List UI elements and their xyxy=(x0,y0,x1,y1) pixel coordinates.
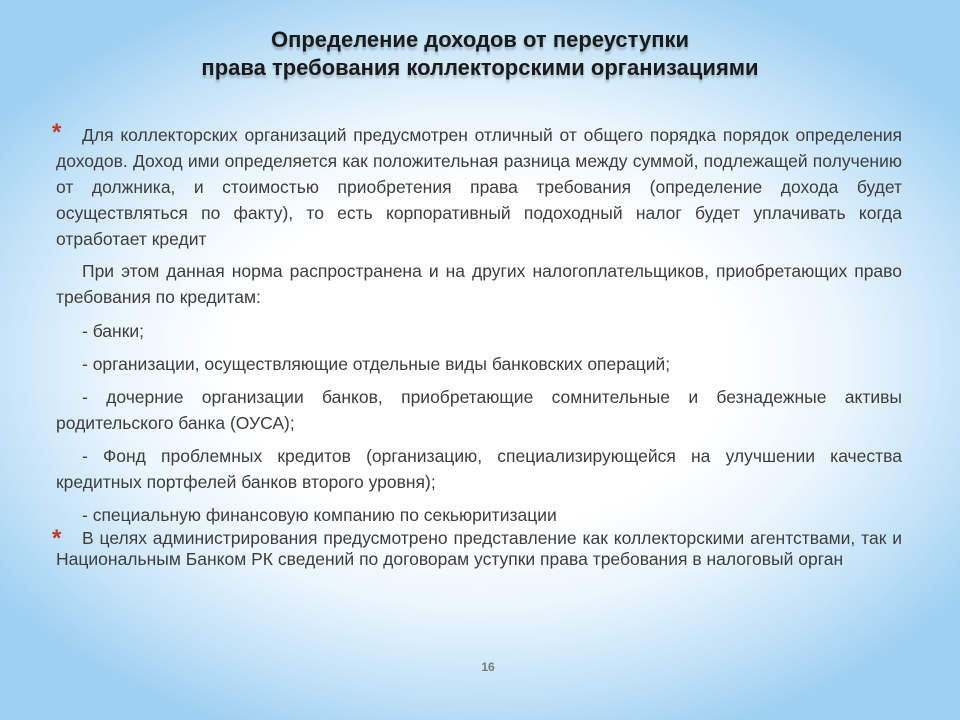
slide-body xyxy=(52,119,902,570)
list-item-banks: - банки; xyxy=(82,321,145,341)
list-item-subsidiaries: - дочерние организации банков, приобретающие сомнительные и безнадежные активы родительского банка (ОУСА); xyxy=(56,387,902,433)
bullet-star-icon: * xyxy=(52,119,62,146)
paragraph-text: В целях администрирования предусмотрено представление как коллекторскими агентствами, так и Национальным Банком РК сведений по договорам уступки права требования в налоговый орган xyxy=(56,528,902,569)
bullet-paragraph-collectors xyxy=(52,119,902,252)
bullet-paragraph-administration xyxy=(52,525,902,570)
bullet-star-icon: * xyxy=(52,525,62,552)
page-number: 16 xyxy=(481,660,495,674)
list-item-organizations: - организации, осуществляющие отдельные виды банковских операций; xyxy=(82,354,671,374)
paragraph-norm-extension: При этом данная норма распространена и на других налогоплательщиков, приобретающих право требования по кредитам: xyxy=(56,261,902,307)
title-line-1: Определение доходов от переуступки xyxy=(270,27,690,52)
slide-title xyxy=(80,26,880,82)
paragraph-text: Для коллекторских организаций предусмотрен отличный от общего порядка порядок определения доходов. Доход ими определяется как положительная разница между суммой, подлежащей получению от должника, и стоимостью приобретения права требования (определение дохода будет осуществляться по факту), то есть корпоративный подоходный налог будет уплачивать когда отработает кредит xyxy=(56,125,902,249)
title-line-2: права требования коллекторскими организациями xyxy=(201,55,759,80)
list-item-problem-loans-fund: - Фонд проблемных кредитов (организацию, специализирующейся на улучшении качества кредитных портфелей банков второго уровня); xyxy=(56,446,902,492)
list-item-special-company: - специальную финансовую компанию по секьюритизации xyxy=(82,505,557,525)
